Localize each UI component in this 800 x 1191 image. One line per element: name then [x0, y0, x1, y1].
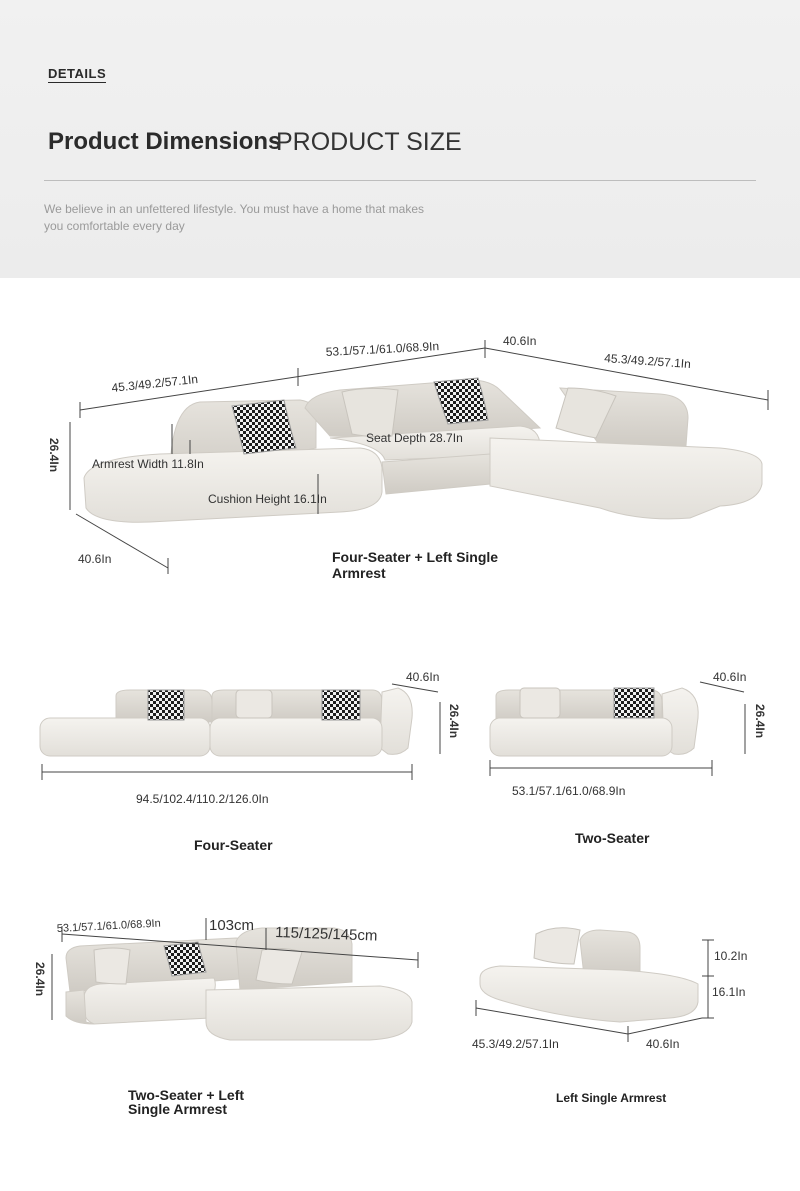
caption-two-seater-left-line2: Single Armrest — [128, 1101, 228, 1117]
pillow-plain — [534, 928, 580, 964]
dim-label-middle-length: 53.1/57.1/61.0/68.9In — [325, 339, 440, 359]
diagram-four-seater-left-armrest — [47, 334, 768, 581]
dim-label-length: 94.5/102.4/110.2/126.0In — [136, 792, 269, 806]
dim-label-depth: 40.6In — [78, 552, 112, 566]
dim-label-right-length: 45.3/49.2/57.1In — [603, 351, 692, 372]
dim-label-height: 26.4In — [447, 704, 461, 739]
sofa-seat — [490, 718, 672, 756]
dim-label-height: 26.4In — [47, 438, 61, 473]
sofa-seat — [480, 966, 698, 1022]
dim-label-seat-height: 16.1In — [712, 985, 746, 999]
caption-left-single-armrest: Left Single Armrest — [556, 1091, 667, 1105]
pillow-houndstooth — [164, 942, 206, 976]
dim-label-depth: 40.6In — [713, 670, 747, 684]
diagram-two-seater-left-armrest — [33, 917, 418, 1117]
dim-label-armrest-width: Armrest Width 11.8In — [92, 457, 204, 471]
dim-label-left-length: 45.3/49.2/57.1In — [110, 371, 199, 395]
pillow-plain-1 — [342, 388, 398, 436]
dim-label-seat-depth: Seat Depth 28.7In — [366, 431, 463, 445]
caption-four-seater: Four-Seater — [194, 837, 273, 853]
diagram-left-single-armrest — [472, 928, 747, 1105]
pillow-plain — [236, 690, 272, 718]
tagline-line-2: you comfortable every day — [44, 219, 185, 233]
diagram-four-seater — [40, 670, 461, 853]
header-divider — [44, 180, 756, 181]
caption-two-seater: Two-Seater — [575, 830, 650, 846]
dim-label-length-b: 115/125/145cm — [274, 924, 378, 945]
pillow-houndstooth-2 — [322, 690, 360, 720]
pillow-plain-1 — [94, 948, 130, 984]
pillow-houndstooth — [148, 690, 184, 720]
dim-label-length: 45.3/49.2/57.1In — [472, 1037, 559, 1051]
dim-label-corner: 103cm — [209, 917, 255, 934]
sofa-seat-right — [206, 986, 412, 1040]
sofa-seat-right — [490, 438, 762, 519]
caption-two-seater-left-line1: Two-Seater + Left — [128, 1087, 245, 1103]
dimension-diagrams — [0, 278, 800, 1191]
tagline — [44, 201, 474, 235]
dim-label-length-a: 53.1/57.1/61.0/68.9In — [56, 917, 161, 935]
sofa-seat-left — [84, 978, 215, 1024]
caption-four-seater-left-line2: Armrest — [332, 565, 386, 581]
dim-label-back-height: 10.2In — [714, 949, 748, 963]
dim-label-corner: 40.6In — [503, 334, 537, 348]
dim-label-depth: 40.6In — [646, 1037, 680, 1051]
dim-label-length: 53.1/57.1/61.0/68.9In — [512, 784, 626, 798]
sofa-seat-2 — [210, 718, 382, 756]
dim-label-cushion-height: Cushion Height 16.1In — [208, 492, 327, 506]
dim-label-height: 26.4In — [33, 962, 47, 997]
dim-label-height: 26.4In — [753, 704, 767, 739]
sofa-seat-corner-front — [382, 454, 490, 494]
tagline-line-1: We believe in an unfettered lifestyle. You must have a home that makes — [44, 202, 425, 216]
sofa-seat-1 — [40, 718, 210, 756]
pillow-plain — [520, 688, 560, 718]
page-title: Product Dimensions — [48, 128, 282, 155]
section-tag: DETAILS — [48, 66, 107, 81]
pillow-houndstooth — [614, 688, 654, 718]
page-subtitle: PRODUCT SIZE — [276, 128, 462, 156]
sofa-armrest — [380, 688, 412, 754]
diagram-two-seater — [490, 670, 767, 846]
dim-label-depth: 40.6In — [406, 670, 440, 684]
caption-four-seater-left-line1: Four-Seater + Left Single — [332, 549, 499, 565]
